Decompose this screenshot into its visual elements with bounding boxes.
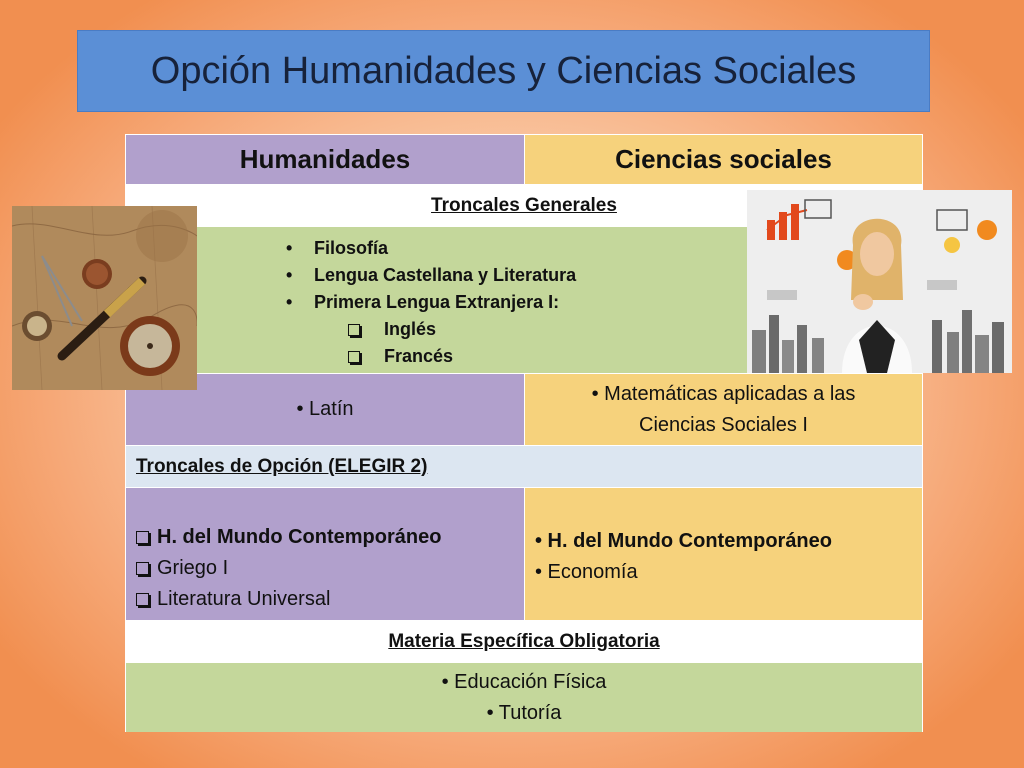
checkbox-bullet-icon bbox=[136, 562, 149, 575]
list-item: • Tutoría bbox=[486, 701, 562, 724]
ciencias-sociales-header: Ciencias sociales bbox=[525, 135, 922, 184]
options-row bbox=[126, 488, 922, 621]
list-item: • Filosofía bbox=[286, 238, 389, 258]
list-item: Literatura Universal bbox=[136, 584, 441, 615]
humanidades-options-list bbox=[136, 522, 441, 615]
business-icons-illustration bbox=[747, 190, 1012, 373]
list-item: • H. del Mundo Contemporáneo bbox=[535, 530, 832, 552]
checkbox-bullet-icon bbox=[348, 351, 360, 363]
specific-row bbox=[126, 374, 922, 446]
title-banner bbox=[77, 30, 930, 112]
list-item: • Lengua Castellana y Literatura bbox=[286, 265, 577, 285]
antique-map-illustration bbox=[12, 206, 197, 390]
ciencias-options-cell bbox=[525, 488, 922, 620]
list-item: Inglés bbox=[286, 316, 576, 343]
section-troncales-opcion bbox=[126, 446, 922, 488]
checkbox-bullet-icon bbox=[136, 593, 149, 606]
checkbox-bullet-icon bbox=[348, 324, 360, 336]
list-item: Francés bbox=[286, 343, 576, 370]
section-materia-especifica-label: Materia Específica Obligatoria bbox=[388, 630, 660, 652]
matematicas-line1: • Matemáticas aplicadas a las bbox=[591, 382, 856, 405]
latin-label: • Latín bbox=[296, 398, 354, 420]
list-item: • Educación Física bbox=[441, 670, 607, 693]
business-woman-image bbox=[747, 190, 1012, 373]
section-materia-especifica bbox=[126, 621, 922, 663]
list-item: H. del Mundo Contemporáneo bbox=[136, 522, 441, 553]
ciencias-options-list bbox=[535, 526, 832, 588]
section-troncales-opcion-label: Troncales de Opción (ELEGIR 2) bbox=[136, 455, 428, 477]
page-title: Opción Humanidades y Ciencias Sociales bbox=[150, 49, 857, 92]
matematicas-cell bbox=[525, 374, 922, 445]
mandatory-subjects-row bbox=[126, 663, 922, 732]
section-troncales-generales-label: Troncales Generales bbox=[431, 194, 617, 216]
header-row bbox=[126, 135, 922, 185]
list-item: Griego I bbox=[136, 553, 441, 584]
matematicas-line2: Ciencias Sociales I bbox=[639, 413, 808, 436]
humanidades-options-cell bbox=[126, 488, 525, 620]
antique-map-image bbox=[12, 206, 197, 390]
general-subjects-list bbox=[286, 235, 576, 370]
list-item: • Primera Lengua Extranjera I: bbox=[286, 292, 560, 312]
humanidades-header: Humanidades bbox=[126, 135, 525, 184]
checkbox-bullet-icon bbox=[136, 531, 149, 544]
list-item: • Economía bbox=[535, 561, 638, 583]
